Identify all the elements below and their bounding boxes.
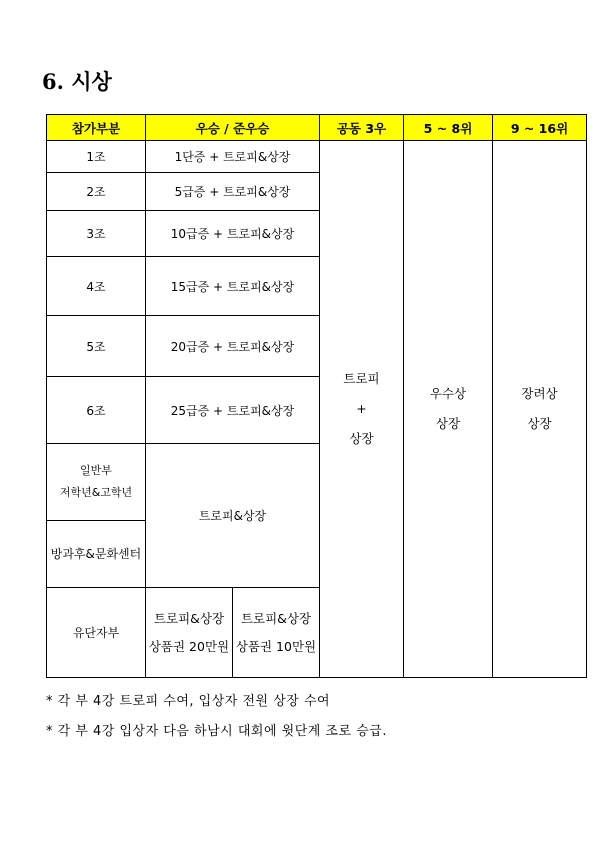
group-3: 3조 [47, 211, 146, 257]
note-1: * 각 부 4강 트로피 수여, 입상자 전원 상장 수여 [46, 694, 331, 709]
afterschool-division: 방과후&문화센터 [47, 521, 146, 588]
dan-runner-up-cell [233, 588, 320, 678]
dan-runner-up-line1: 트로피&상장 [240, 610, 312, 626]
prize-4: 15급증 + 트로피&상장 [146, 257, 320, 316]
table-header-row [47, 115, 587, 141]
general-division-line2: 저학년&고학년 [59, 486, 133, 499]
general-division-line1: 일반부 [80, 464, 112, 477]
header-category: 참가부분 [47, 115, 146, 141]
table-row [47, 141, 587, 173]
dan-winner-line1: 트로피&상장 [153, 610, 225, 626]
header-third: 공동 3우 [320, 115, 404, 141]
group-6: 6조 [47, 377, 146, 444]
third-prize-line2: + [356, 401, 367, 416]
third-prize-cell [320, 141, 404, 678]
prize-6: 25급증 + 트로피&상장 [146, 377, 320, 444]
group-4: 4조 [47, 257, 146, 316]
group-5: 5조 [47, 316, 146, 377]
third-prize-line3: 상장 [349, 431, 374, 446]
third-prize-line1: 트로피 [343, 371, 380, 386]
ninth-prize-line1: 장려상 [521, 386, 558, 401]
dan-runner-up-line2: 상품권 10만원 [235, 638, 317, 654]
prize-2: 5급증 + 트로피&상장 [146, 173, 320, 211]
header-ninth: 9 ~ 16위 [493, 115, 587, 141]
prize-3: 10급증 + 트로피&상장 [146, 211, 320, 257]
prize-5: 20급증 + 트로피&상장 [146, 316, 320, 377]
general-prize: 트로피&상장 [146, 444, 320, 588]
fifth-prize-line1: 우수상 [429, 386, 467, 401]
general-division-cell [47, 444, 146, 521]
prize-1: 1단증 + 트로피&상장 [146, 141, 320, 173]
fifth-prize-line2: 상장 [435, 416, 461, 431]
fifth-prize-cell [404, 141, 493, 678]
ninth-prize-line2: 상장 [527, 416, 552, 431]
note-2: * 각 부 4강 입상자 다음 하남시 대회에 윗단계 조로 승급. [46, 724, 387, 739]
dan-division: 유단자부 [47, 588, 146, 678]
group-1: 1조 [47, 141, 146, 173]
dan-winner-line2: 상품권 20만원 [148, 638, 230, 654]
header-winner: 우승 / 준우승 [146, 115, 320, 141]
award-table [46, 114, 587, 678]
header-fifth: 5 ~ 8위 [404, 115, 493, 141]
dan-winner-cell [146, 588, 233, 678]
group-2: 2조 [47, 173, 146, 211]
section-title: 6. 시상 [42, 69, 112, 94]
ninth-prize-cell [493, 141, 587, 678]
